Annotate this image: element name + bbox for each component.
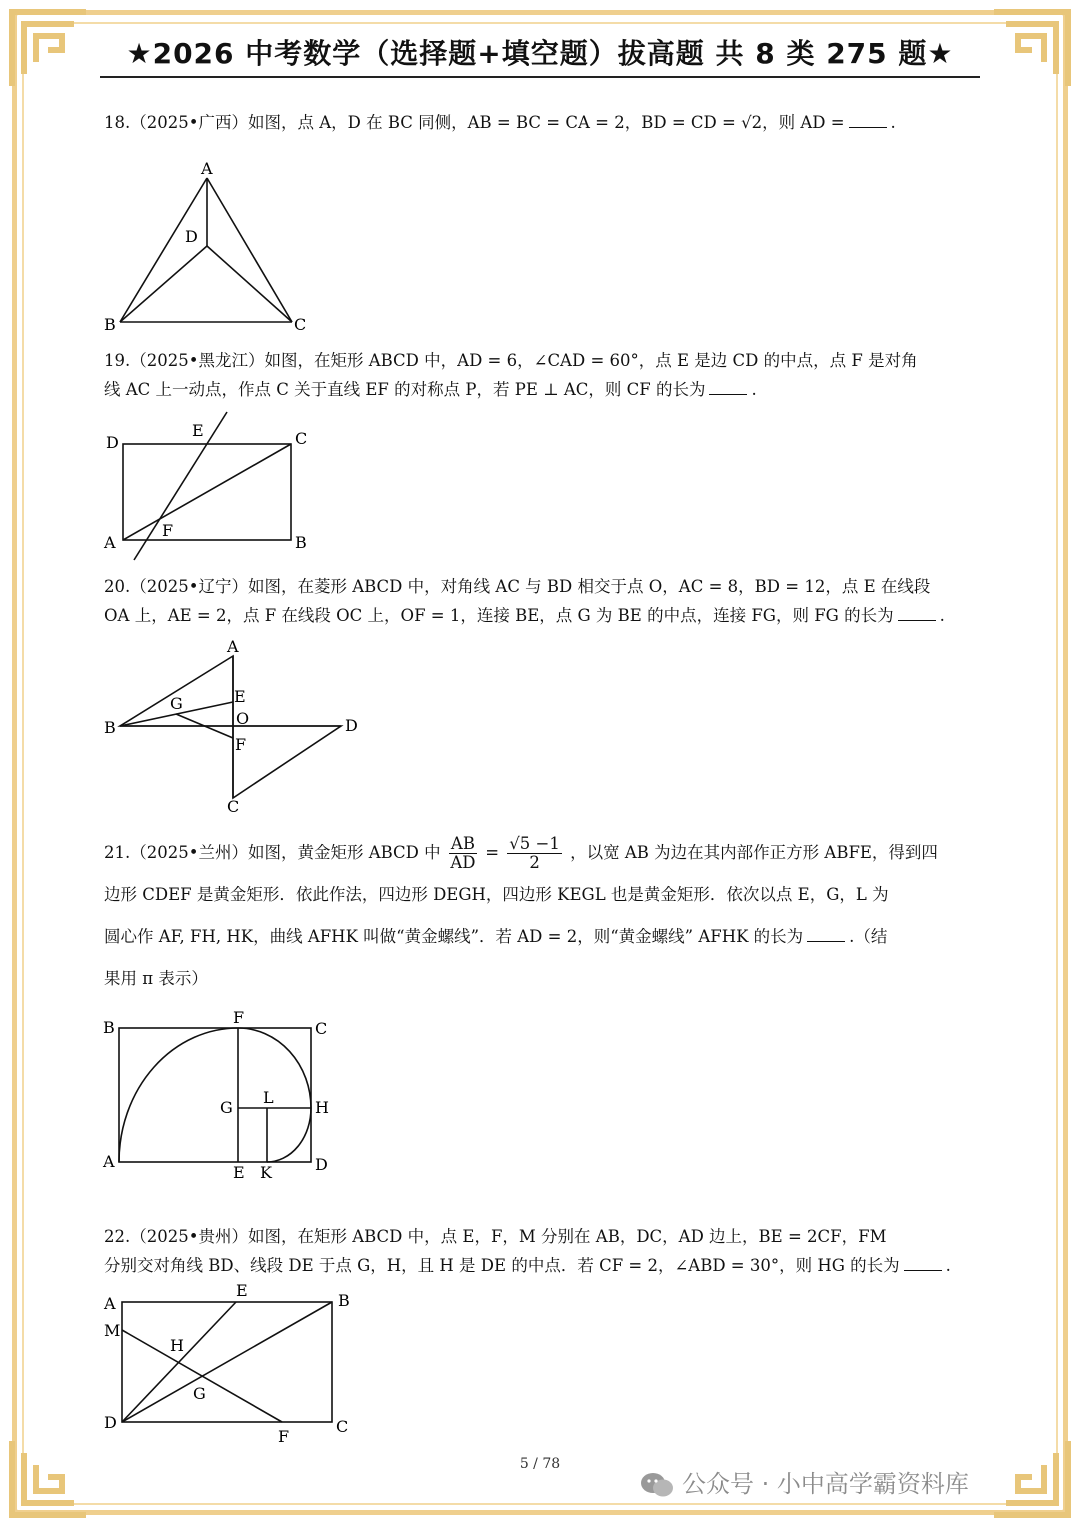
question-20: 20.（2025•辽宁）如图，在菱形 ABCD 中，对角线 AC 与 BD 相交于点 O，AC = 8，BD = 12，点 E 在线段 OA 上，AE = 2，点 F 在线段 OC 上，OF = 1，连接 BE，点 G 为 BE 的中点，连接 FG，则 FG 的长为 . [104,577,945,625]
label-B: B [338,1291,350,1310]
label-C: C [294,315,307,334]
label-C: C [227,797,240,816]
seg-AC [207,178,292,322]
label-D: D [345,716,358,735]
fraction-golden: $\frac{√5 -1}{2}$ [509,834,560,872]
label-A: A [104,533,116,552]
label-A: A [227,637,239,656]
label-B: B [104,718,116,737]
label-L: L [263,1088,274,1107]
corner-ornament-icon [4,1433,94,1523]
diag-BD [122,1302,332,1422]
label-C: C [315,1019,328,1038]
seg-AC [123,444,291,540]
watermark: 公众号 · 小中高学霸资料库 [640,1464,969,1499]
label-E: E [236,1281,248,1300]
label-D: D [104,1413,117,1432]
label-M: M [104,1321,121,1340]
line-EF [134,412,227,560]
label-F: F [278,1427,290,1446]
answer-blank[interactable] [849,113,887,128]
figure-22 [96,1278,366,1448]
wechat-icon [640,1471,674,1499]
label-B: B [103,1018,115,1037]
label-D: D [315,1155,328,1174]
answer-blank[interactable] [807,927,845,942]
figure-18 [96,156,326,336]
answer-blank[interactable] [709,380,747,395]
label-F: F [162,521,174,540]
question-22: 22.（2025•贵州）如图，在矩形 ABCD 中，点 E，F，M 分别在 AB，DC，AD 边上，BE = 2CF，FM 分别交对角线 BD、线段 DE 于点 G，H，且 H 是 DE 的中点．若 CF = 2，∠ABD = 30°，则 HG 的长为 . [104,1227,951,1275]
label-B: B [104,315,116,334]
label-O: O [236,709,250,728]
label-K: K [260,1163,272,1182]
label-B: B [295,533,307,552]
label-G: G [220,1098,233,1117]
corner-ornament-icon [4,4,94,94]
label-H: H [170,1336,184,1355]
rhombus-ABCD [120,656,341,798]
label-A: A [201,159,213,178]
seg-CD [207,246,292,322]
label-E: E [192,421,204,440]
page-number: 5 / 78 [519,1456,561,1472]
fraction-ab-ad: $\frac{AB}{AD}$ [450,834,476,872]
figure-21 [96,1006,346,1184]
label-D: D [106,433,119,452]
label-E: E [233,1163,245,1182]
label-G: G [170,694,183,713]
label-A: A [103,1152,115,1171]
label-D: D [185,227,198,246]
label-A: A [104,1294,116,1313]
question-18-text: 18.（2025•广西）如图，点 A，D 在 BC 同侧，AB = BC = CA = 2，BD = CD = √2，则 AD = [104,113,845,132]
answer-blank[interactable] [904,1256,942,1271]
label-F: F [233,1008,245,1027]
page-title: ★2026 中考数学（选择题+填空题）拔高题 共 8 类 275 题★ [126,37,954,70]
header-rule [100,76,980,78]
label-F: F [235,735,247,754]
label-G: G [193,1384,206,1403]
corner-ornament-icon [986,4,1076,94]
label-H: H [315,1098,329,1117]
seg-AB [120,178,207,322]
question-18: 18.（2025•广西）如图，点 A，D 在 BC 同侧，AB = BC = CA = 2，BD = CD = √2，则 AD = . [104,113,896,132]
question-19: 19.（2025•黑龙江）如图，在矩形 ABCD 中，AD = 6，∠CAD = 60°，点 E 是边 CD 的中点，点 F 是对角 线 AC 上一动点，作点 C 关于直线 EF 的对称点 P，若 PE ⊥ AC，则 CF 的长为 . [104,351,918,399]
figure-20 [96,634,366,820]
golden-spiral [119,1028,311,1162]
answer-blank[interactable] [898,606,936,621]
seg-BD [120,246,207,322]
figure-19 [96,408,326,564]
rect-ABCD [119,1028,311,1162]
label-C: C [295,429,308,448]
label-C: C [336,1417,349,1436]
label-E: E [234,687,246,706]
corner-ornament-icon [986,1433,1076,1523]
question-21: 21.（2025•兰州）如图，黄金矩形 ABCD 中 $\frac{AB}{AD}$ = $\frac{√5 -1}{2}$ ，以宽 AB 为边在其内部作正方形 ABFE，得到四 边形 CDEF 是黄金矩形．依此作法，四边形 DEGH，四边形 KEGL 也是黄金矩形．依次以点 E，G，L 为 圆心作 AF, FH, HK，曲线 AFHK 叫做“黄金螺线”．若 AD = 2，则“黄金螺线” AFHK 的长为 .（结 果用 π 表示） [104,834,938,988]
